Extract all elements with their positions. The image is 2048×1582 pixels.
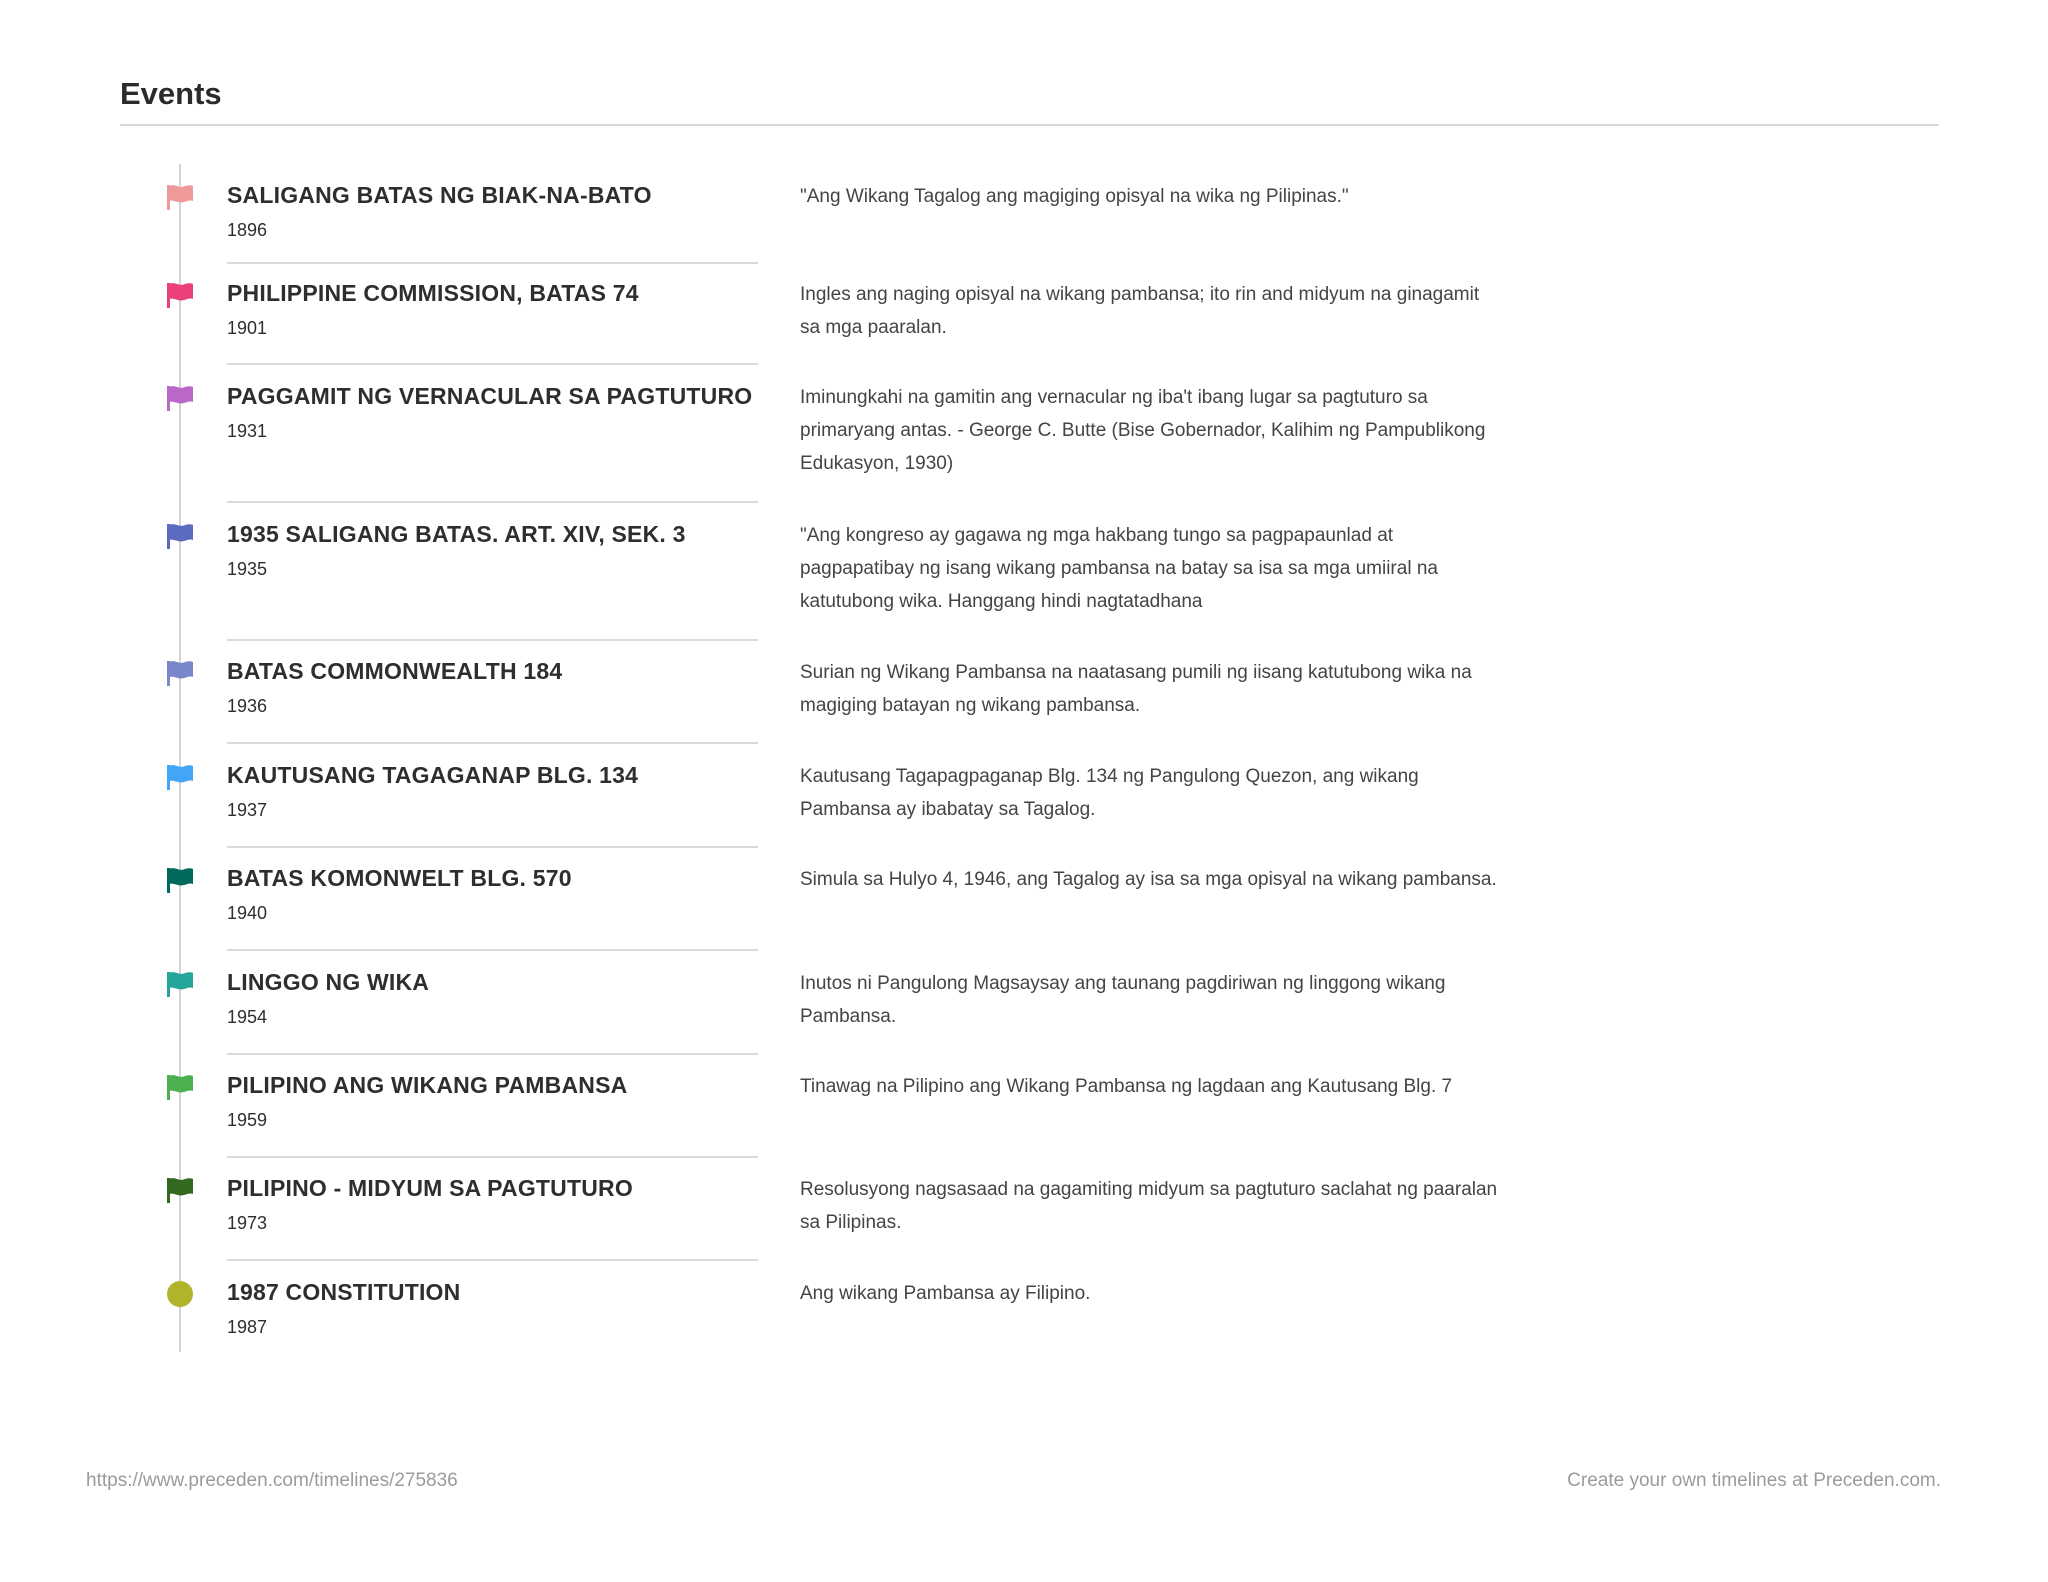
event-description: Kautusang Tagapagpaganap Blg. 134 ng Pangulong Quezon, ang wikang Pambansa ay ibabatay sa Tagalog.	[800, 766, 1419, 820]
event-divider	[227, 501, 758, 503]
timeline-axis-line	[179, 164, 181, 1352]
flag-icon	[166, 970, 194, 998]
event-divider	[227, 262, 758, 264]
event-title: PHILIPPINE COMMISSION, BATAS 74	[227, 280, 639, 306]
event-description: "Ang Wikang Tagalog ang magiging opisyal na wika ng Pilipinas."	[800, 186, 1349, 207]
event-year: 1901	[227, 318, 268, 338]
flag-icon	[166, 1176, 194, 1204]
event-description: Simula sa Hulyo 4, 1946, ang Tagalog ay isa sa mga opisyal na wikang pambansa.	[800, 869, 1497, 890]
event-description: "Ang kongreso ay gagawa ng mga hakbang tungo sa pagpapaunlad at pagpapatibay ng isang wikang pambansa na batay sa isa sa mga umiiral na katutubong wika. Hanggang hindi nagtatadhana	[800, 525, 1438, 612]
page-title: Events	[120, 76, 222, 111]
event-title: LINGGO NG WIKA	[227, 969, 430, 995]
event-year: 1973	[227, 1213, 268, 1233]
event-divider	[227, 639, 758, 641]
event-year: 1937	[227, 800, 268, 820]
event-description: Iminungkahi na gamitin ang vernacular ng iba't ibang lugar sa pagtuturo sa primaryang antas. - George C. Butte (Bise Gobernador, Kalihim ng Pampublikong Edukasyon, 1930)	[800, 387, 1486, 474]
event-year: 1954	[227, 1007, 268, 1027]
event-title: PAGGAMIT NG VERNACULAR SA PAGTUTURO	[227, 383, 753, 409]
event-year: 1935	[227, 559, 268, 579]
flag-icon	[166, 522, 194, 550]
event-description: Inutos ni Pangulong Magsaysay ang taunang pagdiriwan ng linggong wikang Pambansa.	[800, 973, 1446, 1027]
event-description: Tinawag na Pilipino ang Wikang Pambansa ng lagdaan ang Kautusang Blg. 7	[800, 1076, 1453, 1097]
event-divider	[227, 742, 758, 744]
event-title: BATAS KOMONWELT BLG. 570	[227, 865, 572, 891]
event-year: 1959	[227, 1110, 268, 1130]
flag-icon	[166, 866, 194, 894]
flag-icon	[166, 183, 194, 211]
event-title: BATAS COMMONWEALTH 184	[227, 658, 563, 684]
event-year: 1936	[227, 696, 268, 716]
flag-icon	[166, 384, 194, 412]
event-divider	[227, 949, 758, 951]
event-description: Surian ng Wikang Pambansa na naatasang pumili ng iisang katutubong wika na magiging batayan ng wikang pambansa.	[800, 662, 1472, 716]
event-title: PILIPINO ANG WIKANG PAMBANSA	[227, 1072, 628, 1098]
event-description: Ingles ang naging opisyal na wikang pambansa; ito rin and midyum na ginagamit sa mga paaralan.	[800, 284, 1480, 338]
circle-icon	[166, 1280, 194, 1308]
event-title: KAUTUSANG TAGAGANAP BLG. 134	[227, 762, 639, 788]
flag-icon	[166, 1073, 194, 1101]
event-title: PILIPINO - MIDYUM SA PAGTUTURO	[227, 1175, 633, 1201]
event-divider	[227, 846, 758, 848]
event-title: 1987 CONSTITUTION	[227, 1279, 461, 1305]
event-year: 1896	[227, 220, 268, 240]
event-year: 1931	[227, 421, 268, 441]
event-divider	[227, 363, 758, 365]
event-divider	[227, 1259, 758, 1261]
event-year: 1940	[227, 903, 268, 923]
event-title: 1935 SALIGANG BATAS. ART. XIV, SEK. 3	[227, 521, 686, 547]
flag-icon	[166, 659, 194, 687]
event-description: Ang wikang Pambansa ay Filipino.	[800, 1283, 1091, 1304]
event-divider	[227, 1156, 758, 1158]
event-divider	[227, 1053, 758, 1055]
flag-icon	[166, 763, 194, 791]
footer-url[interactable]: https://www.preceden.com/timelines/275836	[86, 1470, 458, 1491]
footer-tagline[interactable]: Create your own timelines at Preceden.com.	[1567, 1470, 1941, 1491]
event-year: 1987	[227, 1317, 268, 1337]
flag-icon	[166, 281, 194, 309]
event-description: Resolusyong nagsasaad na gagamiting midyum sa pagtuturo saclahat ng paaralan sa Pilipinas.	[800, 1179, 1498, 1233]
event-title: SALIGANG BATAS NG BIAK-NA-BATO	[227, 182, 652, 208]
